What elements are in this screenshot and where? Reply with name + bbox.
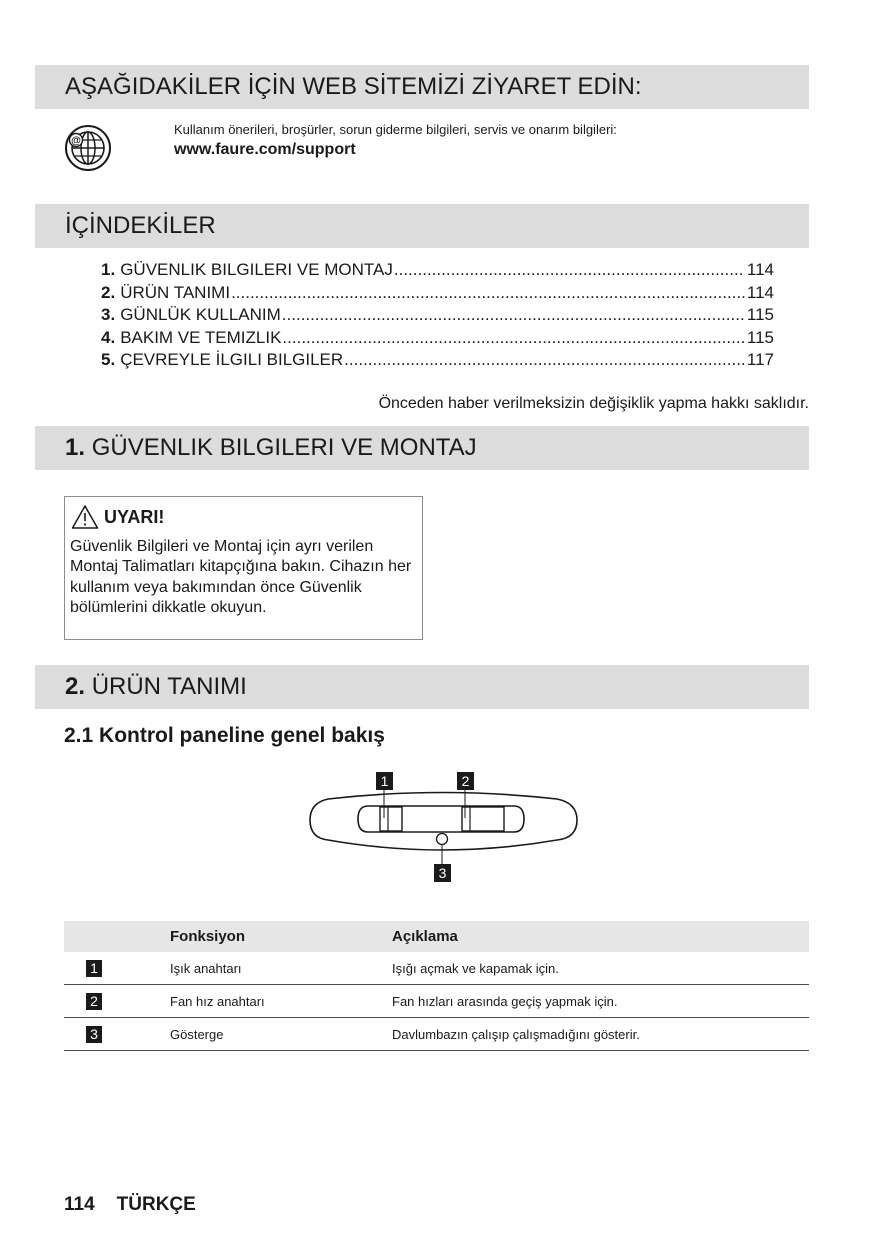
toc-header <box>35 204 809 248</box>
toc-item-page: 114 <box>746 282 774 302</box>
toc-item-page: 115 <box>746 327 774 347</box>
toc-item-label: GÜVENLIK BILGILERI VE MONTAJ <box>120 260 393 279</box>
globe-web-icon <box>64 124 112 172</box>
svg-text:2: 2 <box>461 773 470 789</box>
row-function: Fan hız anahtarı <box>170 985 392 1018</box>
table-row <box>64 985 809 1018</box>
fan-speed-switch <box>462 807 504 831</box>
row-description: Davlumbazın çalışıp çalışmadığını gösterir. <box>392 1018 809 1051</box>
warning-title: UYARI! <box>104 506 165 527</box>
svg-text:@: @ <box>71 135 81 147</box>
control-panel-diagram <box>300 768 585 888</box>
control-panel-subtitle: 2.1 Kontrol paneline genel bakış <box>64 724 385 747</box>
page-footer <box>64 1194 196 1216</box>
table-header-description: Açıklama <box>392 921 809 952</box>
table-row <box>64 952 809 985</box>
row-function: Gösterge <box>170 1018 392 1051</box>
toc-item-label: BAKIM VE TEMIZLIK <box>120 327 282 347</box>
row-description: Işığı açmak ve kapamak için. <box>392 952 809 985</box>
row-number-badge: 2 <box>86 993 102 1010</box>
svg-text:3: 3 <box>438 865 447 881</box>
section2-header <box>35 665 809 709</box>
warning-body: Güvenlik Bilgileri ve Montaj için ayrı verilen Montaj Talimatları kitapçığına bakın. Cihazın her kullanım veya bakımından önce Güvenlik bölümlerini dikkatle okuyun. <box>70 538 412 616</box>
toc-item-label: ÇEVREYLE İLGILI BILGILER <box>120 350 344 369</box>
language-label: TÜRKÇE <box>116 1194 196 1215</box>
row-number-badge: 1 <box>86 960 102 977</box>
section2-title: 2. ÜRÜN TANIMI <box>65 673 247 700</box>
toc-item[interactable]: 5. ÇEVREYLE İLGILI BILGILER ..... 117 <box>101 349 774 372</box>
warning-triangle-icon <box>71 504 99 530</box>
section1-title: 1. GÜVENLIK BILGILERI VE MONTAJ <box>65 434 477 461</box>
toc-leader <box>282 304 745 327</box>
section1-header <box>35 426 809 470</box>
toc-item-label: ÜRÜN TANIMI <box>120 282 231 302</box>
change-notice: Önceden haber verilmeksizin değişiklik yapma hakkı saklıdır. <box>378 395 809 412</box>
toc-item-page: 114 <box>746 260 774 279</box>
warning-box <box>64 496 423 640</box>
table-header-row <box>64 921 809 952</box>
table-header-function: Fonksiyon <box>170 921 392 952</box>
toc-leader <box>394 259 745 282</box>
table-row <box>64 1018 809 1051</box>
toc-leader <box>344 349 745 372</box>
support-description: Kullanım önerileri, broşürler, sorun giderme bilgileri, servis ve onarım bilgileri: <box>174 122 617 137</box>
toc-item[interactable]: 1. GÜVENLIK BILGILERI VE MONTAJ ..... 114 <box>101 259 774 282</box>
svg-text:1: 1 <box>380 773 389 789</box>
row-function: Işık anahtarı <box>170 952 392 985</box>
toc-leader <box>231 282 745 305</box>
toc-item-label: GÜNLÜK KULLANIM <box>120 305 281 324</box>
support-url-link[interactable]: www.faure.com/support <box>174 141 356 158</box>
page-number: 114 <box>64 1194 95 1215</box>
diagram-label-2 <box>457 772 474 790</box>
row-number-badge: 3 <box>86 1026 102 1043</box>
toc-item-page: 117 <box>746 350 774 369</box>
diagram-label-3 <box>434 864 451 882</box>
toc-item[interactable]: 4. BAKIM VE TEMIZLIK ..... 115 <box>101 327 774 350</box>
toc-item[interactable]: 3. GÜNLÜK KULLANIM ..... 115 <box>101 304 774 327</box>
toc-leader <box>282 327 744 350</box>
light-switch <box>380 807 402 831</box>
diagram-label-1 <box>376 772 393 790</box>
table-of-contents <box>101 259 774 372</box>
row-description: Fan hızları arasında geçiş yapmak için. <box>392 985 809 1018</box>
toc-title: İÇİNDEKİLER <box>65 212 216 239</box>
web-section-header <box>35 65 809 109</box>
toc-item-page: 115 <box>746 305 774 324</box>
function-table <box>64 921 809 1051</box>
web-section-title: AŞAĞIDAKİLER İÇİN WEB SİTEMİZİ ZİYARET EDİN: <box>65 73 642 100</box>
indicator-light <box>437 834 448 845</box>
table-header-number <box>64 921 170 952</box>
toc-item[interactable]: 2. ÜRÜN TANIMI ..... 114 <box>101 282 774 305</box>
